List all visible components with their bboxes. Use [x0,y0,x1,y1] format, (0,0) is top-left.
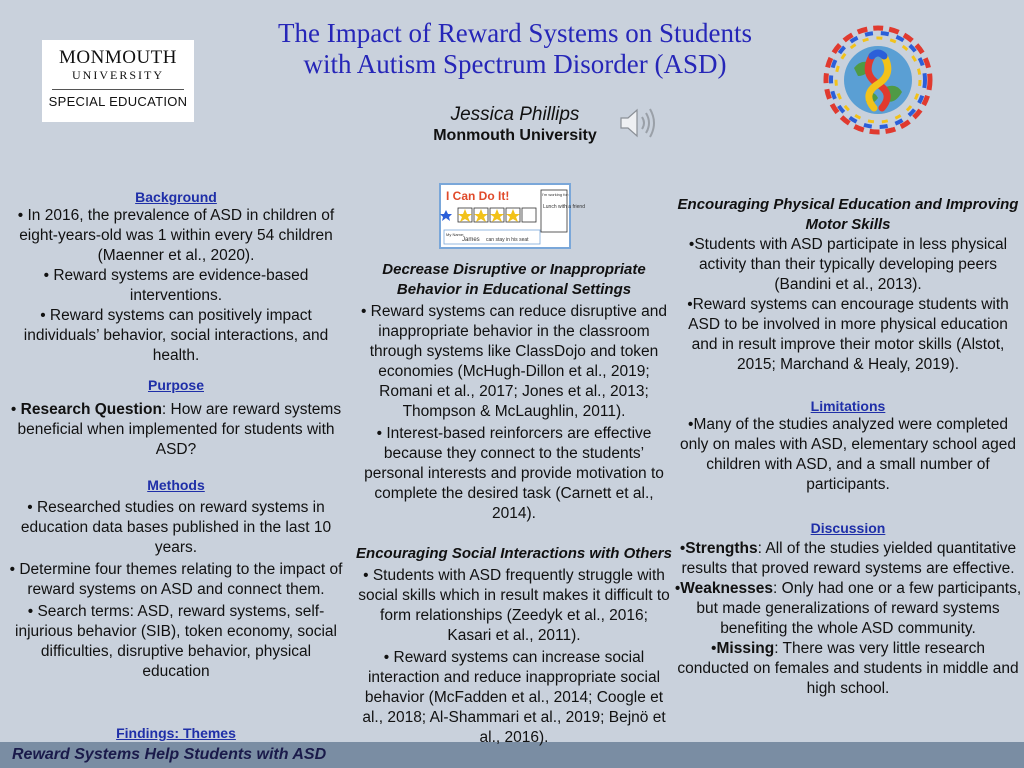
author-block [400,104,630,146]
logo-line-2: UNIVERSITY [72,68,164,82]
disruptive-heading: Decrease Disruptive or Inappropriate Behavior in Educational Settings [382,261,646,298]
author-institution: Monmouth University [433,127,597,144]
strengths-text: : All of the studies yielded quantitative results that proved reward systems are effective. [681,540,1017,577]
middle-column [356,260,672,748]
physical-heading: Encouraging Physical Education and Improving Motor Skills [677,196,1019,233]
right-column [674,195,1022,699]
token-chart-subtitle: I'm working for: [542,192,569,197]
background-heading: Background [135,189,217,205]
background-bullet-2: • Reward systems are evidence-based interventions. [43,267,309,304]
methods-bullet-1: • Researched studies on reward systems in education data bases published in the last 10 years. [20,499,332,556]
poster-title [200,18,830,80]
discussion-heading: Discussion [810,520,886,536]
author-name: Jessica Phillips [450,104,580,125]
logo-line-1: MONMOUTH [59,47,177,68]
title-line-2: with Autism Spectrum Disorder (ASD) [303,49,727,79]
background-bullet-3: • Reward systems can positively impact individuals’ behavior, social interactions, and health. [23,307,329,364]
research-question-text: : How are reward systems beneficial when implemented for students with ASD? [17,401,342,458]
token-chart-footer-label: My Name: [446,232,465,237]
findings-banner: Reward Systems Help Students with ASD [0,742,1024,768]
research-question-label: Research Question [20,401,162,418]
token-chart-title: I Can Do It! [446,189,510,203]
token-chart-footer-name: James [462,237,480,243]
token-chart-image [440,184,585,248]
limitations-bullet-1: •Many of the studies analyzed were completed only on males with ASD, elementary school aged children with ASD, and a small number of participants. [679,416,1016,493]
purpose-heading: Purpose [147,377,204,393]
purpose-text: • Research Question: How are reward systems beneficial when implemented for students with ASD? [10,401,342,458]
missing-text: : There was very little research conducted on females and students in middle and high school. [677,640,1019,697]
social-heading: Encouraging Social Interactions with Others [356,545,672,562]
discussion-weaknesses: •Weaknesses: Only had one or a few participants, but made generalizations of reward systems benefiting the whole ASD community. [674,580,1022,637]
limitations-heading: Limitations [810,398,886,414]
disruptive-bullet-1: • Reward systems can reduce disruptive and inappropriate behavior in the classroom through systems like ClassDojo and token economies (McHugh-Dillon et al., 2019; Romani et al., 2017; Jones et al., 2013; Thompson & McLaughlin, 2011). [360,303,668,420]
methods-heading: Methods [147,477,205,493]
social-bullet-2: • Reward systems can increase social interaction and reduce inappropriate social behavior (McFadden et al., 2014; Coogle et al., 2018; Al-Shammari et al., 2019; Bejnö et al., 2016). [362,649,666,746]
title-line-1: The Impact of Reward Systems on Students [278,18,752,48]
logo-line-3: SPECIAL EDUCATION [48,94,188,109]
findings-heading: Findings: Themes [116,725,236,741]
social-bullet-1: • Students with ASD frequently struggle with social skills which in result makes it difficult to form relationships (Zeedyk et al., 2016; Kasari et al., 2011). [358,567,670,644]
physical-bullet-2: •Reward systems can encourage students with ASD to be involved in more physical education and in result improve their motor skills (Alstot, 2015; Marchand & Healy, 2019). [687,296,1009,373]
weaknesses-label: Weaknesses [680,580,774,597]
missing-label: Missing [716,640,775,657]
autism-awareness-globe-icon [822,24,934,136]
weaknesses-text: : Only had one or a few participants, but made generalizations of reward systems benefiting the whole ASD community. [696,580,1022,637]
strengths-label: Strengths [685,540,758,557]
token-chart-footer-text: can stay in his seat [486,237,529,243]
left-column [6,188,346,682]
methods-bullet-3: • Search terms: ASD, reward systems, self-injurious behavior (SIB), token economy, social difficulties, disruptive behavior, physical education [15,603,337,680]
speaker-icon[interactable] [618,106,660,140]
logo-divider [52,89,184,90]
monmouth-logo [42,40,194,122]
discussion-missing: •Missing: There was very little research conducted on females and students in middle and high school. [677,640,1019,697]
token-chart-goal: Lunch with a friend [543,204,585,210]
discussion-strengths: •Strengths: All of the studies yielded quantitative results that proved reward systems are effective. [679,540,1017,577]
disruptive-bullet-2: • Interest-based reinforcers are effective because they connect to the students’ personal interests and provide motivation to complete the desired task (Carnett et al., 2014). [364,425,664,522]
physical-bullet-1: •Students with ASD participate in less physical activity than their typically developing peers (Bandini et al., 2013). [688,236,1008,293]
methods-bullet-2: • Determine four themes relating to the impact of reward systems on ASD and connect them. [9,561,343,598]
background-bullet-1: • In 2016, the prevalence of ASD in children of eight-years-old was 1 within every 54 children (Maenner et al., 2020). [17,207,335,264]
findings-block [6,724,346,742]
